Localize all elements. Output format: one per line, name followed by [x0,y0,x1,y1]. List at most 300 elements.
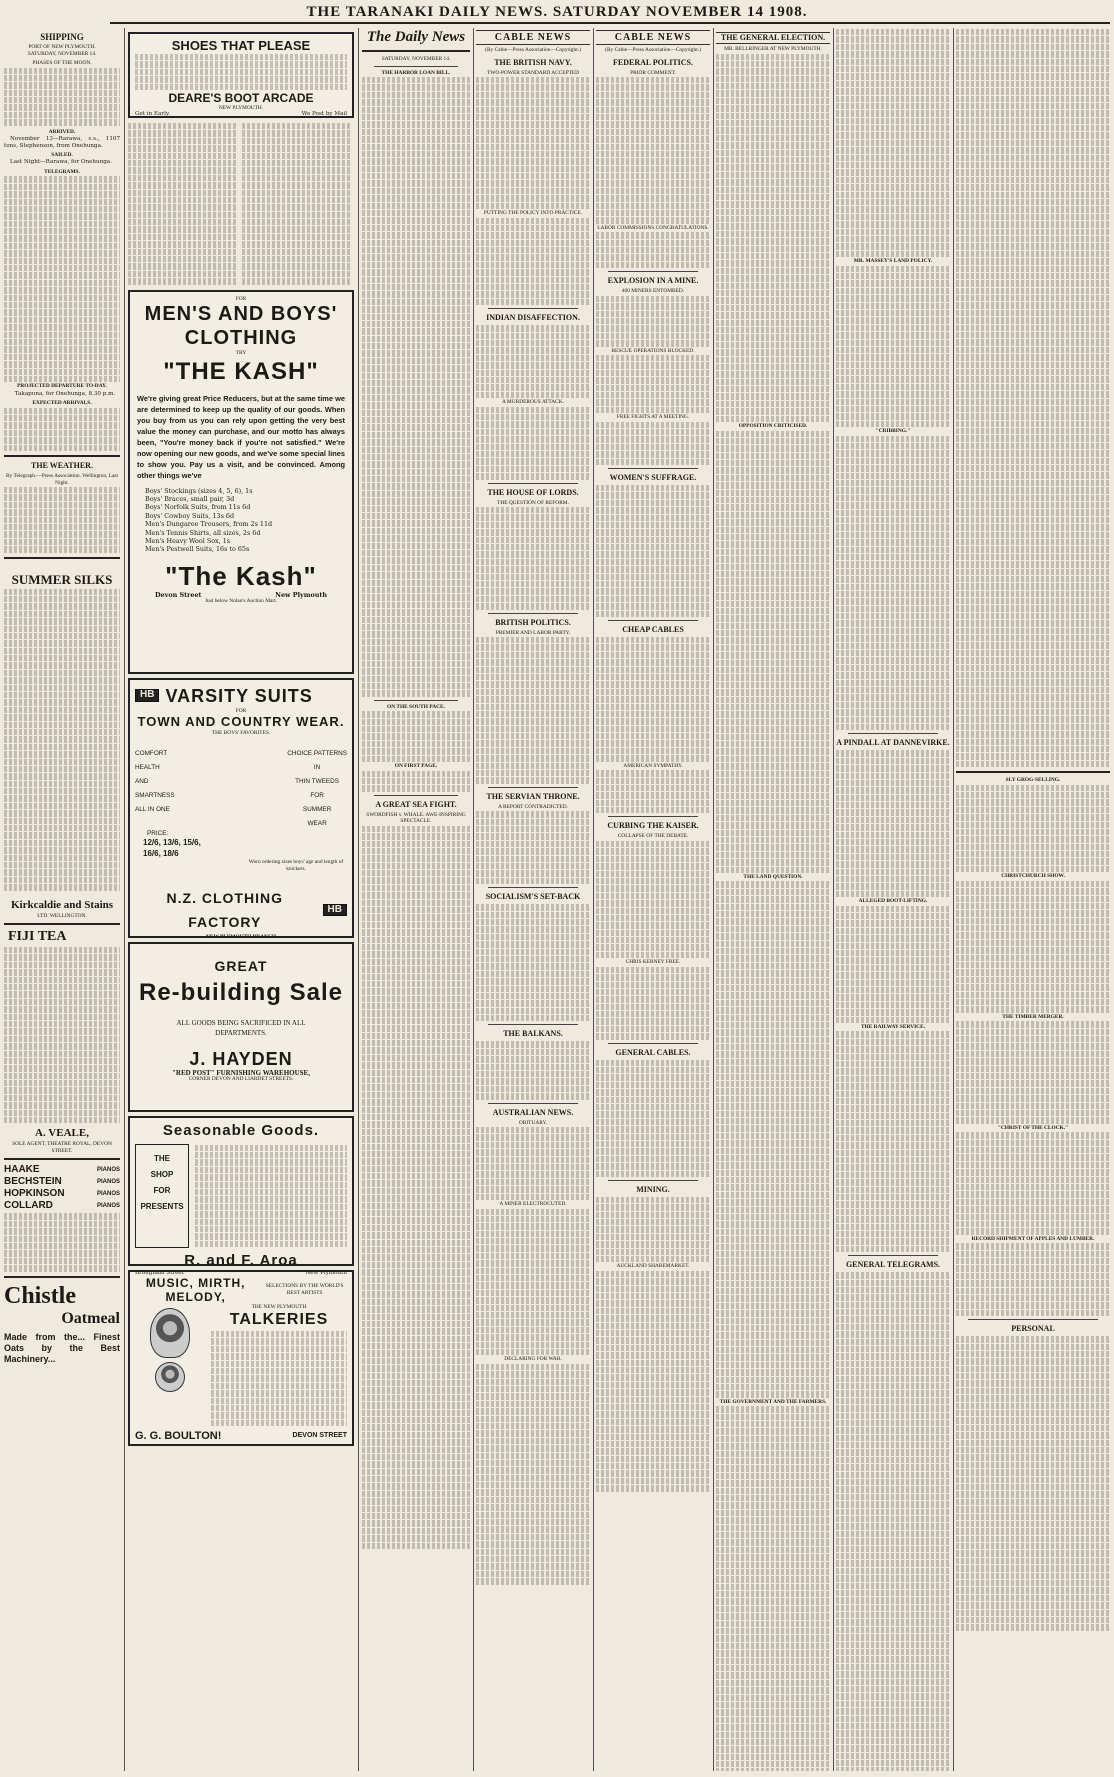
body-text-line [716,556,830,562]
body-text-line [476,1171,590,1177]
body-text-line [4,692,120,698]
body-text-line [956,1536,1110,1542]
body-text-line [596,544,710,550]
body-text-line [4,589,120,595]
body-text-line [716,127,830,133]
body-text-line [836,1339,950,1345]
column-rule [593,28,594,1771]
body-text-line [716,290,830,296]
body-text-line [956,1425,1110,1431]
body-text-line [476,158,590,164]
body-text-line [362,424,470,430]
body-text-line [956,814,1110,820]
body-text-line [362,981,470,987]
body-text-line [716,1096,830,1102]
body-text-line [716,209,830,215]
body-text-line [716,734,830,740]
election-subheading: OPPOSITION CRITICISED. [738,423,808,430]
body-text-line [716,785,830,791]
body-text-line [476,107,590,113]
body-text-line [716,830,830,836]
body-text-line [596,1067,710,1073]
body-text-line [716,1221,830,1227]
body-text-line [476,1000,590,1006]
body-text-line [362,1240,470,1246]
body-text-line [4,1036,120,1042]
body-text-line [476,941,590,947]
body-text-line [4,295,120,301]
body-text-line [4,773,120,779]
body-text-line [476,681,590,687]
body-text-line [362,1506,470,1512]
body-text-line [836,51,950,57]
body-text-line [596,989,710,995]
gramophone-icon [155,1362,185,1392]
body-text-line [836,717,950,723]
body-text-line [362,506,470,512]
news-subheading: MR. MASSEY'S LAND POLICY. [853,258,933,265]
body-text-line [956,1029,1110,1035]
body-text-line [476,291,590,297]
body-text-line [476,1371,590,1377]
body-text-line [836,1091,950,1097]
body-text-line [476,151,590,157]
body-text-line [836,251,950,257]
body-text-line [956,1366,1110,1372]
body-text-line [4,991,120,997]
body-text-line [836,532,950,538]
body-text-line [476,870,590,876]
body-text-line [956,421,1110,427]
body-text-line [716,978,830,984]
body-text-line [4,947,120,953]
body-text-line [242,278,352,284]
body-text-line [362,841,470,847]
body-text-line [4,766,120,772]
body-text-line [716,268,830,274]
body-text-line [362,454,470,460]
body-text-line [956,761,1110,767]
body-text-line [362,195,470,201]
body-text-line [476,763,590,769]
body-text-line [836,1127,950,1133]
body-text-line [362,1306,470,1312]
body-text-line [716,807,830,813]
body-text-line [956,288,1110,294]
body-text-line [362,417,470,423]
body-text-line [716,297,830,303]
body-text-line [836,495,950,501]
boulton-name: G. G. BOULTON! [135,1430,222,1443]
body-text-line [476,529,590,535]
body-text-line [956,1506,1110,1512]
body-text-line [716,1739,830,1745]
body-text-line [716,1732,830,1738]
body-text-line [596,1411,710,1417]
body-text-line [836,1361,950,1367]
body-text-line [596,529,710,535]
news-subheading: TWO-POWER STANDARD ACCEPTED [486,69,580,76]
body-text-line [716,645,830,651]
body-text-line [956,792,1110,798]
body-text-line [956,1073,1110,1079]
body-text-line [362,1077,470,1083]
body-text-line [956,1214,1110,1220]
body-text-line [362,254,470,260]
body-text-line [956,236,1110,242]
body-text-line [476,1364,590,1370]
body-text-line [476,674,590,680]
body-text-line [4,699,120,705]
body-text-line [135,54,347,60]
body-text-line [956,844,1110,850]
body-text-line [956,465,1110,471]
body-text-line [596,247,710,253]
body-text-line [836,809,950,815]
body-text-line [836,994,950,1000]
body-text-line [4,677,120,683]
rebuilding-advert [128,942,354,1112]
body-text-line [836,1280,950,1286]
body-text-line [476,507,590,513]
body-text-line [4,502,120,508]
body-text-line [716,689,830,695]
body-text-line [596,900,710,906]
body-text-line [836,539,950,545]
body-text-line [362,959,470,965]
body-text-line [596,733,710,739]
body-text-line [716,327,830,333]
body-text-line [476,377,590,383]
body-text-line [836,1172,950,1178]
body-text-line [836,965,950,971]
body-text-line [836,413,950,419]
body-text-line [476,1460,590,1466]
body-text-line [362,863,470,869]
body-text-line [716,1325,830,1331]
body-text-line [836,1164,950,1170]
body-text-line [362,1528,470,1534]
body-text-line [476,99,590,105]
news-subheading: A REPORT CONTRADICTED. [498,803,568,810]
body-text-line [716,1554,830,1560]
body-text-line [476,1041,590,1047]
body-text-line [716,697,830,703]
body-text-line [956,1351,1110,1357]
body-text-line [362,402,470,408]
body-text-line [362,1291,470,1297]
body-text-line [716,386,830,392]
nz-branch: NEW PLYMOUTH BRANCH [205,934,277,940]
harbor-heading: THE HARBOR LOAN BILL. [381,69,451,76]
body-text-line [836,443,950,449]
body-text-line [4,1014,120,1020]
body-text-line [716,608,830,614]
body-text-line [716,371,830,377]
body-text-line [716,660,830,666]
edison-portrait-icon [150,1308,190,1358]
body-text-line [362,114,470,120]
body-text-line [4,415,120,421]
news-subheading: PUTTING THE POLICY INTO PRACTICE. [483,210,583,217]
body-text-line [362,594,470,600]
body-text-line [836,1231,950,1237]
body-text-line [362,785,470,791]
body-text-line [956,1140,1110,1146]
body-text-line [716,216,830,222]
daily-news-title: The Daily News [366,29,466,45]
body-text-line [716,748,830,754]
body-text-line [596,856,710,862]
body-text-line [956,428,1110,434]
body-text-line [4,707,120,713]
body-text-line [836,824,950,830]
body-text-line [596,444,710,450]
body-text-line [836,750,950,756]
body-text-line [716,1414,830,1420]
body-text-line [596,1082,710,1088]
body-text-line [4,445,120,451]
body-text-line [836,591,950,597]
body-text-line [836,665,950,671]
body-text-line [596,385,710,391]
body-text-line [476,1086,590,1092]
body-text-line [362,144,470,150]
body-text-line [836,192,950,198]
body-text-line [596,1404,710,1410]
body-text-line [956,96,1110,102]
body-text-line [716,1406,830,1412]
body-text-line [716,963,830,969]
body-text-line [135,84,347,90]
body-text-line [4,1073,120,1079]
body-text-line [128,130,238,136]
body-text-line [596,908,710,914]
body-text-line [716,1591,830,1597]
body-text-line [596,800,710,806]
body-text-line [596,362,710,368]
chistle-brand: Chistle [4,1282,76,1309]
body-text-line [836,1194,950,1200]
body-text-line [956,384,1110,390]
hb-logo-icon: HB [135,689,159,701]
body-text-line [4,1006,120,1012]
body-text-line [956,1521,1110,1527]
body-text-line [716,918,830,924]
body-text-line [956,829,1110,835]
body-text-line [4,176,120,182]
body-text-line [476,92,590,98]
body-text-line [362,1269,470,1275]
body-text-line [836,620,950,626]
body-text-line [956,29,1110,35]
body-text-line [596,1345,710,1351]
body-text-line [242,197,352,203]
masthead-rule [110,22,1110,24]
body-text-line [476,173,590,179]
body-text-line [476,551,590,557]
column-shipping [4,28,120,1771]
body-text-line [836,802,950,808]
body-text-line [476,114,590,120]
boys-favorites: THE BOYS' FAVORITES. [211,730,271,737]
body-text-line [716,1502,830,1508]
body-text-line [956,243,1110,249]
body-text-line [362,1328,470,1334]
body-text-line [362,1350,470,1356]
body-text-line [242,123,352,129]
body-text-line [956,362,1110,368]
body-text-line [596,392,710,398]
body-text-line [211,1383,347,1389]
column-rule [953,28,954,1771]
body-text-line [956,347,1110,353]
body-text-line [836,1546,950,1552]
body-text-line [4,524,120,530]
body-text-line [4,258,120,264]
body-text-line [362,513,470,519]
body-text-line [956,1199,1110,1205]
body-text-line [596,659,710,665]
leader-date: SATURDAY, NOVEMBER 14. [381,56,451,62]
body-text-line [956,583,1110,589]
body-text-line [836,1054,950,1060]
body-text-line [956,132,1110,138]
body-text-line [716,179,830,185]
body-text-line [362,580,470,586]
body-text-line [596,792,710,798]
body-text-line [716,763,830,769]
body-text-line [716,623,830,629]
body-text-line [716,1709,830,1715]
news-subheading: THE RAILWAY SERVICE. [860,1023,926,1030]
body-text-line [836,613,950,619]
body-text-line [476,1430,590,1436]
body-text-line [716,379,830,385]
body-text-line [476,1275,590,1281]
body-text-line [956,192,1110,198]
body-text-line [242,138,352,144]
body-text-line [476,603,590,609]
body-text-line [836,391,950,397]
body-text-line [716,1273,830,1279]
body-text-line [596,377,710,383]
body-text-line [716,349,830,355]
body-text-line [362,1136,470,1142]
body-text-line [596,1204,710,1210]
body-text-line [596,340,710,346]
body-text-line [716,726,830,732]
body-text-line [362,1084,470,1090]
body-text-line [716,416,830,422]
kirkcaldie-sub: LTD. WELLINGTON. [37,912,87,919]
body-text-line [716,1081,830,1087]
body-text-line [716,1155,830,1161]
body-text-line [362,944,470,950]
body-text-line [836,1538,950,1544]
news-subheading: "CHRIST OF THE CLOCK." [997,1124,1069,1131]
body-text-line [596,611,710,617]
body-text-line [596,841,710,847]
body-text-line [476,740,590,746]
body-text-line [4,869,120,875]
sea-fight-heading: A GREAT SEA FIGHT. [375,799,457,809]
body-text-line [476,1282,590,1288]
body-text-line [596,667,710,673]
body-text-line [128,138,238,144]
body-text-line [836,524,950,530]
body-text-line [362,741,470,747]
body-text-line [716,985,830,991]
body-text-line [211,1412,347,1418]
body-text-line [362,166,470,172]
body-text-line [4,302,120,308]
body-text-line [596,930,710,936]
body-text-line [596,566,710,572]
body-text-line [956,724,1110,730]
body-text-line [476,841,590,847]
body-text-line [362,1439,470,1445]
body-text-line [476,926,590,932]
body-text-line [362,726,470,732]
body-text-line [836,450,950,456]
body-text-line [362,432,470,438]
body-text-line [956,1184,1110,1190]
body-text-line [596,325,710,331]
body-text-line [476,1475,590,1481]
body-text-line [836,1553,950,1559]
body-text-line [476,1342,590,1348]
body-text-line [836,832,950,838]
body-text-line [362,439,470,445]
body-text-line [836,1619,950,1625]
body-text-line [956,162,1110,168]
mens-clothing-title: MEN'S AND BOYS' CLOTHING [144,303,338,350]
body-text-line [716,1207,830,1213]
body-text-line [956,1373,1110,1379]
body-text-line [4,90,120,96]
body-text-line [596,937,710,943]
body-text-line [836,1590,950,1596]
body-text-line [716,933,830,939]
body-text-line [362,639,470,645]
body-text-line [956,1587,1110,1593]
body-text-line [596,1104,710,1110]
body-text-line [956,1573,1110,1579]
body-text-line [4,104,120,110]
aroa-title: R. and F. Aroa [184,1252,298,1270]
body-text-line [362,1461,470,1467]
body-text-line [4,984,120,990]
body-text-line [716,896,830,902]
news-heading: GENERAL TELEGRAMS. [845,1260,941,1270]
body-text-line [362,1203,470,1209]
body-text-line [4,97,120,103]
body-text-line [476,129,590,135]
body-text-line [362,1447,470,1453]
body-text-line [476,919,590,925]
body-text-line [956,731,1110,737]
body-text-line [956,317,1110,323]
body-text-line [135,69,347,75]
body-text-line [596,180,710,186]
body-text-line [836,317,950,323]
body-text-line [476,1290,590,1296]
body-text-line [956,539,1110,545]
body-text-line [956,635,1110,641]
body-text-line [956,413,1110,419]
body-text-line [476,856,590,862]
